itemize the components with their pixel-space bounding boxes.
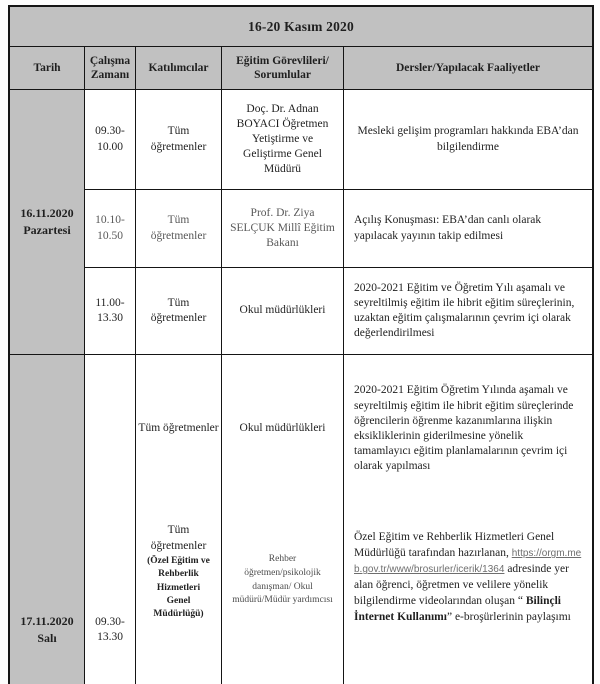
participants-cell: Tüm öğretmenler bbox=[138, 422, 219, 435]
officials-cell: Doç. Dr. Adnan BOYACI Öğretmen Yetiştirme ve Geliştirme Genel Müdürü bbox=[222, 90, 344, 189]
section-monday bbox=[10, 90, 592, 355]
tuesday-officials-column bbox=[222, 355, 344, 684]
participants-cell: Tüm öğretmenler bbox=[136, 190, 222, 267]
participants-sub-unit: (Özel Eğitim ve Rehberlik Hizmetleri Genel Müdürlüğü) bbox=[147, 556, 210, 620]
officials-cell: Okul müdürlükleri bbox=[239, 422, 326, 435]
time-cell: 11.00-13.30 bbox=[85, 268, 136, 354]
activity-lead-text: Özel Eğitim ve Rehberlik Hizmetleri Genel Müdürlüğü tarafından hazırlanan, bbox=[354, 531, 555, 560]
officials-cell: Rehber öğretmen/psikolojik danışman/ Okul müdürü/Müdür yardımcısı bbox=[232, 554, 333, 606]
activity-cell: 2020-2021 Eğitim ve Öğretim Yılı aşamalı ve seyreltilmiş eğitim ile hibrit eğitim süreçlerinin, uzaktan eğitim çalışmalarının çevrim içi olarak değerlendirilmesi bbox=[354, 281, 575, 340]
section-tuesday bbox=[10, 355, 592, 684]
header-time: Çalışma Zamanı bbox=[85, 47, 136, 89]
header-activities: Dersler/Yapılacak Faaliyetler bbox=[395, 61, 541, 74]
activity-mid-text: adresinde yer alan öğrenci, öğretmen ve velilere yönelik bilgilendirme videolarından oluşan “ bbox=[354, 563, 569, 608]
tuesday-date-cell: 17.11.2020 Salı bbox=[10, 355, 85, 684]
table-row bbox=[85, 190, 592, 268]
activity-cell: Mesleki gelişim programları hakkında EBA’dan bilgilendirme bbox=[357, 125, 579, 153]
table-row bbox=[85, 268, 592, 354]
table-header-row bbox=[10, 47, 592, 90]
participants-cell bbox=[136, 503, 221, 684]
tuesday-activities-column bbox=[344, 355, 592, 684]
activity-bold-phrase: Bilinçli İnternet Kullanımı bbox=[354, 595, 561, 624]
participants-main: Tüm öğretmenler bbox=[150, 524, 207, 552]
officials-cell: Prof. Dr. Ziya SELÇUK Millî Eğitim Bakanı bbox=[222, 190, 344, 267]
brochure-link[interactable]: https://orgm.meb.gov.tr/www/brosurler/icerik/1364 bbox=[354, 548, 582, 576]
table-title-row bbox=[10, 7, 592, 47]
activity-tail-text: ” e-broşürlerinin paylaşımı bbox=[446, 611, 571, 624]
monday-date-cell: 16.11.2020 Pazartesi bbox=[10, 90, 85, 354]
header-participants: Katılımcılar bbox=[136, 47, 222, 89]
tuesday-participants-column bbox=[136, 355, 222, 684]
table-row bbox=[85, 90, 592, 190]
header-officials: Eğitim Görevlileri/ Sorumlular bbox=[222, 47, 344, 89]
time-cell: 09.30-10.00 bbox=[85, 90, 136, 189]
participants-cell: Tüm öğretmenler bbox=[136, 268, 222, 354]
schedule-week-title: 16-20 Kasım 2020 bbox=[248, 18, 354, 34]
time-cell: 10.10-10.50 bbox=[85, 190, 136, 267]
header-date: Tarih bbox=[10, 47, 85, 89]
activity-cell: Açılış Konuşması: EBA’dan canlı olarak yapılacak yayının takip edilmesi bbox=[354, 214, 542, 242]
activity-cell: 2020-2021 Eğitim Öğretim Yılında aşamalı ve seyreltilmiş eğitim ile hibrit eğitim süreçlerinde öğrencilerin öğrenme kazanımlarına ilişkin eksikliklerinin giderilmesine yönelik tamamlayıcı eğitim planlamalarının çevrim içi olarak yapılması bbox=[354, 384, 574, 473]
activity-cell bbox=[344, 503, 592, 684]
tuesday-time-cell: 09.30-13.30 bbox=[85, 355, 136, 684]
officials-cell: Okul müdürlükleri bbox=[222, 268, 344, 354]
participants-cell: Tüm öğretmenler bbox=[136, 90, 222, 189]
schedule-table bbox=[8, 5, 594, 684]
